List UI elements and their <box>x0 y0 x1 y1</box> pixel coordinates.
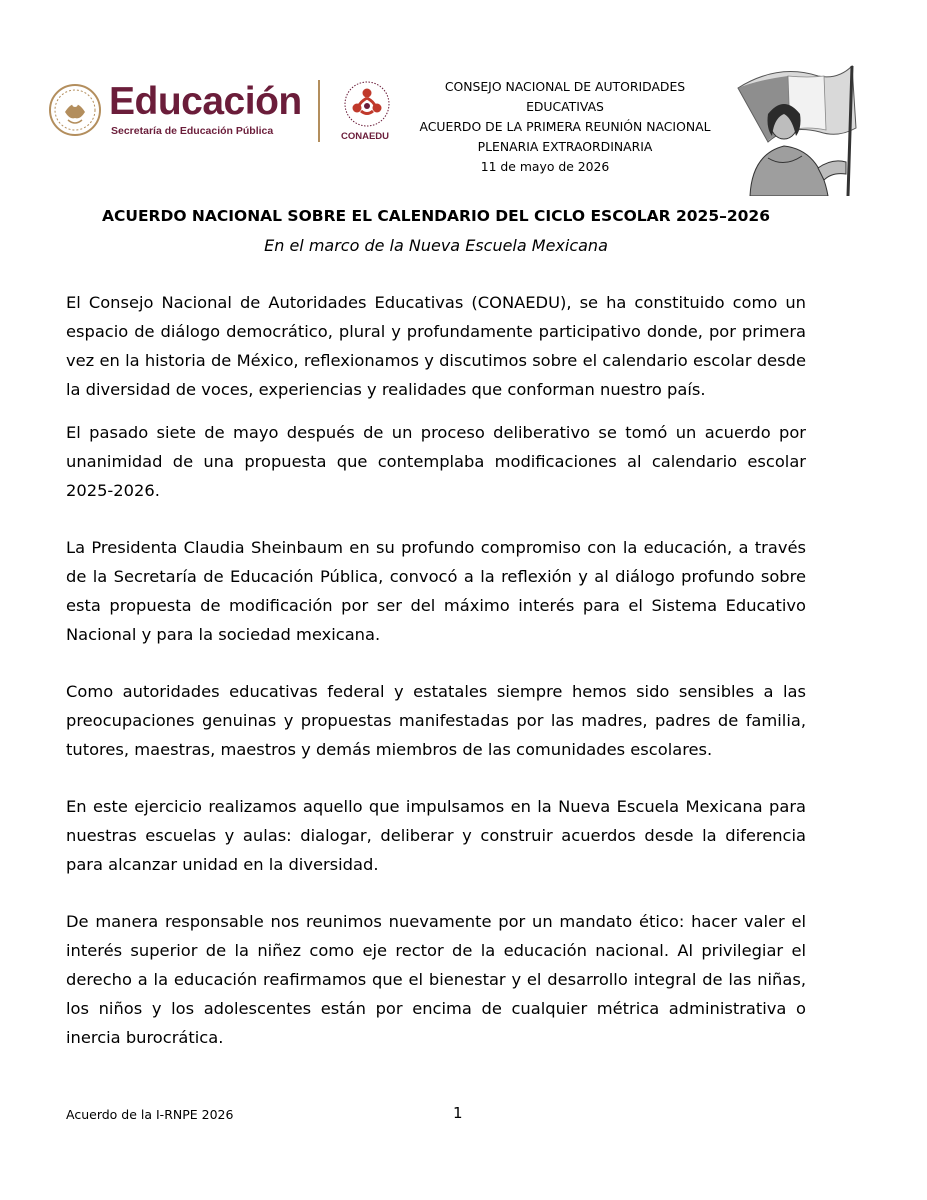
educacion-logo-word: Educación <box>109 80 302 123</box>
educacion-logo-subtitle: Secretaría de Educación Pública <box>111 125 274 137</box>
header-date: 11 de mayo de 2026 <box>480 159 610 174</box>
header-line: PLENARIA EXTRAORDINARIA <box>477 139 653 154</box>
body-paragraph: El Consejo Nacional de Autoridades Educativas (CONAEDU), se ha constituido como un espacio de diálogo democrático, plural y profundamente participativo donde, por primera vez en la historia de México, reflexionamos y discutimos sobre el calendario escolar desde la diversidad de voces, experiencias y realidades que conforman nuestro país. <box>66 293 806 399</box>
sep-seal-icon <box>48 82 102 138</box>
header-line: ACUERDO DE LA PRIMERA REUNIÓN NACIONAL <box>419 119 711 134</box>
logo-divider <box>318 80 320 142</box>
body-paragraph: Como autoridades educativas federal y estatales siempre hemos sido sensibles a las preocupaciones genuinas y propuestas manifestadas por las madres, padres de familia, tutores, maestras, maestros y demás miembros de las comunidades escolares. <box>66 682 806 759</box>
document-title: ACUERDO NACIONAL SOBRE EL CALENDARIO DEL CICLO ESCOLAR 2025–2026 <box>101 207 770 225</box>
conaedu-logo-word: CONAEDU <box>341 131 390 142</box>
header-text-block <box>400 77 730 177</box>
header-line: EDUCATIVAS <box>526 99 604 114</box>
conaedu-emblem-icon <box>338 80 396 128</box>
flag-woman-portrait-icon <box>728 58 862 196</box>
page-number: 1 <box>453 1104 463 1122</box>
body-paragraph: El pasado siete de mayo después de un proceso deliberativo se tomó un acuerdo por unanimidad de una propuesta que contemplaba modificaciones al calendario escolar 2025-2026. <box>66 423 806 500</box>
body-paragraph: La Presidenta Claudia Sheinbaum en su profundo compromiso con la educación, a través de la Secretaría de Educación Pública, convocó a la reflexión y al diálogo profundo sobre esta propuesta de modificación por ser del máximo interés para el Sistema Educativo Nacional y para la sociedad mexicana. <box>66 538 806 644</box>
header-line: CONSEJO NACIONAL DE AUTORIDADES <box>444 79 686 94</box>
footer-reference: Acuerdo de la I-RNPE 2026 <box>66 1107 234 1122</box>
document-body <box>66 288 806 1052</box>
body-paragraph: En este ejercicio realizamos aquello que impulsamos en la Nueva Escuela Mexicana para nuestras escuelas y aulas: dialogar, deliberar y construir acuerdos desde la diferencia para alcanzar unidad en la diversidad. <box>66 797 806 874</box>
document-subtitle: En el marco de la Nueva Escuela Mexicana <box>264 236 608 255</box>
body-paragraph: De manera responsable nos reunimos nuevamente por un mandato ético: hacer valer el interés superior de la niñez como eje rector de la educación nacional. Al privilegiar el derecho a la educación reafirmamos que el bienestar y el desarrollo integral de las niñas, los niños y los adolescentes están por encima de cualquier métrica administrativa o inercia burocrática. <box>66 912 806 1047</box>
